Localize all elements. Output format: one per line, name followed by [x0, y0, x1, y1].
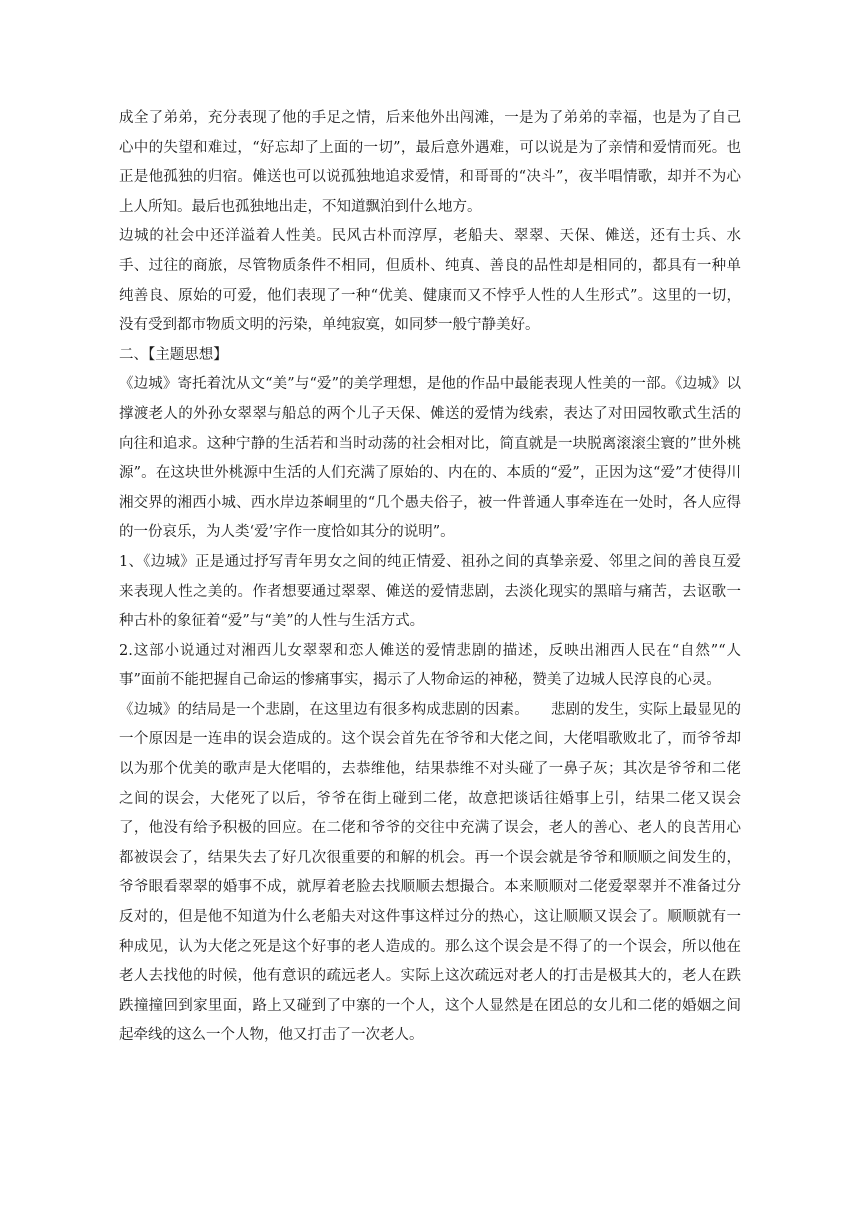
document-body: [119, 104, 741, 1051]
paragraph-human-nature-beauty: 边城的社会中还洋溢着人性美。民风古朴而淳厚，老船夫、翠翠、天保、傩送，还有士兵、水手、过往的商旅，尽管物质条件不相同，但质朴、纯真、善良的品性却是相同的，都具有一种单纯善良、原始的可爱，他们表现了一种“优美、健康而又不悖乎人性的人生形式”。这里的一切，没有受到都市物质文明的污染，单纯寂寞，如同梦一般宁静美好。: [119, 228, 741, 334]
section-heading-theme: 二、【主题思想】: [119, 346, 228, 363]
paragraph-tragedy-misunderstandings: 《边城》的结局是一个悲剧，在这里边有很多构成悲剧的因素。 悲剧的发生，实际上最显见的一个原因是一连串的误会造成的。这个误会首先在爷爷和大佬之间，大佬唱歌败北了，而爷爷却以为那个优美的歌声是大佬唱的，去恭维他，结果恭维不对头碰了一鼻子灰；其次是爷爷和二佬之间的误会，大佬死了以后，爷爷在街上碰到二佬，故意把谈话往婚事上引，结果二佬又误会了，他没有给予积极的回应。在二佬和爷爷的交往中充满了误会，老人的善心、老人的良苦用心都被误会了，结果失去了好几次很重要的和解的机会。再一个误会就是爷爷和顺顺之间发生的，爷爷眼看翠翠的婚事不成，就厚着老脸去找顺顺去想撮合。本来顺顺对二佬爱翠翠并不准备过分反对的，但是他不知道为什么老船夫对这件事这样过分的热心，这让顺顺又误会了。顺顺就有一种成见，认为大佬之死是这个好事的老人造成的。那么这个误会是不得了的一个误会，所以他在老人去找他的时候，他有意识的疏远老人。实际上这次疏远对老人的打击是极其大的，老人在跌跌撞撞回到家里面，路上又碰到了中寨的一个人，这个人显然是在团总的女儿和二佬的婚姻之间起牵线的这么一个人物，他又打击了一次老人。: [119, 701, 741, 1044]
paragraph-point-1: 1、《边城》正是通过抒写青年男女之间的纯正情爱、祖孙之间的真挚亲爱、邻里之间的善良互爱来表现人性之美的。作者想要通过翠翠、傩送的爱情悲剧，去淡化现实的黑暗与痛苦，去讴歌一种古朴的象征着“爱”与“美”的人性与生活方式。: [119, 553, 741, 630]
paragraph-point-2: 2.这部小说通过对湘西儿女翠翠和恋人傩送的爱情悲剧的描述，反映出湘西人民在“自然”“人事”面前不能把握自己命运的惨痛事实，揭示了人物命运的神秘，赞美了边城人民淳良的心灵。: [119, 642, 741, 689]
paragraph-aesthetic-ideal: 《边城》寄托着沈从文“美”与“爱”的美学理想，是他的作品中最能表现人性美的一部。《边城》以撑渡老人的外孙女翠翠与船总的两个儿子天保、傩送的爱情为线索，表达了对田园牧歌式生活的向往和追求。这种宁静的生活若和当时动荡的社会相对比，简直就是一块脱离滚滚尘寰的”世外桃源”。在这块世外桃源中生活的人们充满了原始的、内在的、本质的“爱”，正因为这“爱”才使得川湘交界的湘西小城、西水岸边茶峒里的“几个愚夫俗子，被一件普通人事牵连在一处时，各人应得的一份哀乐，为人类‘爱’字作一度恰如其分的说明”。: [119, 376, 741, 541]
paragraph-brother-sacrifice: 成全了弟弟，充分表现了他的手足之情，后来他外出闯滩，一是为了弟弟的幸福，也是为了自己心中的失望和难过，“好忘却了上面的一切”，最后意外遇难，可以说是为了亲情和爱情而死。也正是他孤独的归宿。傩送也可以说孤独地追求爱情，和哥哥的“决斗”，夜半唱情歌，却并不为心上人所知。最后也孤独地出走，不知道飘泊到什么地方。: [119, 110, 741, 215]
